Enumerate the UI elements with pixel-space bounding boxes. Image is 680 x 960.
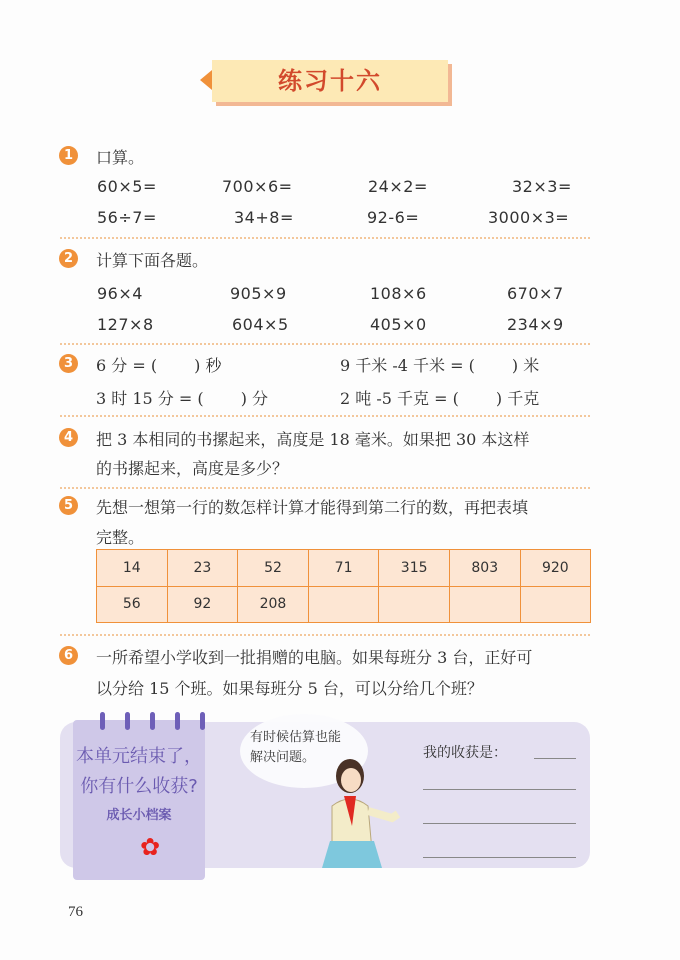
divider (60, 487, 590, 489)
expression: 56÷7= (97, 208, 157, 227)
answer-line[interactable] (534, 758, 576, 759)
expression: 127×8 (97, 315, 154, 334)
question-number-6: 6 (59, 646, 78, 665)
divider (60, 415, 590, 417)
answer-line[interactable] (423, 789, 576, 790)
unit-conversion: 6 分 = ( ) 秒 (96, 356, 222, 375)
expression: 34+8= (234, 208, 294, 227)
table-cell-blank[interactable] (379, 586, 450, 623)
question-number-3: 3 (59, 354, 78, 373)
q4-text: 把 3 本相同的书摞起来，高度是 18 毫米。如果把 30 本这样 (96, 430, 530, 449)
q5-text: 完整。 (96, 528, 145, 547)
table-cell: 56 (97, 586, 168, 623)
q1-prompt: 口算。 (96, 148, 145, 167)
question-number-5: 5 (59, 496, 78, 515)
binder-ring-icon (125, 712, 130, 730)
table-cell: 52 (238, 550, 309, 587)
page-number: 76 (68, 904, 83, 920)
card-text: 本单元结束了， (76, 746, 202, 767)
answer-line[interactable] (423, 823, 576, 824)
table-cell-blank[interactable] (308, 586, 379, 623)
binder-ring-icon (150, 712, 155, 730)
expression: 3000×3= (488, 208, 570, 227)
unit-conversion: 9 千米 -4 千米 = ( ) 米 (340, 356, 540, 375)
expression: 604×5 (232, 315, 289, 334)
table-cell: 315 (379, 550, 450, 587)
q2-prompt: 计算下面各题。 (96, 251, 209, 270)
flower-icon: ✿ (140, 833, 161, 861)
table-row (97, 550, 591, 587)
page-title: 练习十六 (212, 60, 448, 102)
unit-conversion: 2 吨 -5 千克 = ( ) 千克 (340, 389, 540, 408)
table-cell: 14 (97, 550, 168, 587)
q6-text: 以分给 15 个班。如果每班分 5 台，可以分给几个班？ (96, 679, 483, 698)
q4-text: 的书摞起来，高度是多少？ (96, 459, 289, 478)
question-number-2: 2 (59, 249, 78, 268)
expression: 700×6= (222, 177, 293, 196)
card-label: 成长小档案 (106, 808, 172, 823)
harvest-label: 我的收获是： (423, 745, 507, 761)
q6-text: 一所希望小学收到一批捐赠的电脑。如果每班分 3 台，正好可 (96, 648, 533, 667)
binder-ring-icon (100, 712, 105, 730)
expression: 24×2= (368, 177, 428, 196)
expression: 670×7 (507, 284, 564, 303)
table-cell-blank[interactable] (520, 586, 591, 623)
card-text: 你有什么收获? (80, 776, 198, 797)
answer-line[interactable] (423, 857, 576, 858)
table-cell: 92 (167, 586, 238, 623)
speech-text: 有时候估算也能 (250, 730, 342, 745)
question-number-1: 1 (59, 146, 78, 165)
divider (60, 237, 590, 239)
divider (60, 634, 590, 636)
banner-arrow (200, 70, 212, 90)
expression: 905×9 (230, 284, 287, 303)
table-cell: 920 (520, 550, 591, 587)
expression: 32×3= (512, 177, 572, 196)
table-cell: 208 (238, 586, 309, 623)
expression: 234×9 (507, 315, 564, 334)
table-cell: 23 (167, 550, 238, 587)
expression: 60×5= (97, 177, 157, 196)
binder-ring-icon (175, 712, 180, 730)
unit-conversion: 3 时 15 分 = ( ) 分 (96, 389, 269, 408)
speech-text: 解决问题。 (250, 750, 316, 765)
expression: 92-6= (367, 208, 420, 227)
table-cell: 803 (449, 550, 520, 587)
table-cell: 71 (308, 550, 379, 587)
expression: 108×6 (370, 284, 427, 303)
girl-illustration (318, 756, 408, 868)
divider (60, 343, 590, 345)
table-cell-blank[interactable] (449, 586, 520, 623)
expression: 96×4 (97, 284, 143, 303)
number-table (96, 549, 591, 623)
question-number-4: 4 (59, 428, 78, 447)
expression: 405×0 (370, 315, 427, 334)
table-row (97, 586, 591, 623)
binder-ring-icon (200, 712, 205, 730)
q5-text: 先想一想第一行的数怎样计算才能得到第二行的数，再把表填 (96, 498, 529, 517)
